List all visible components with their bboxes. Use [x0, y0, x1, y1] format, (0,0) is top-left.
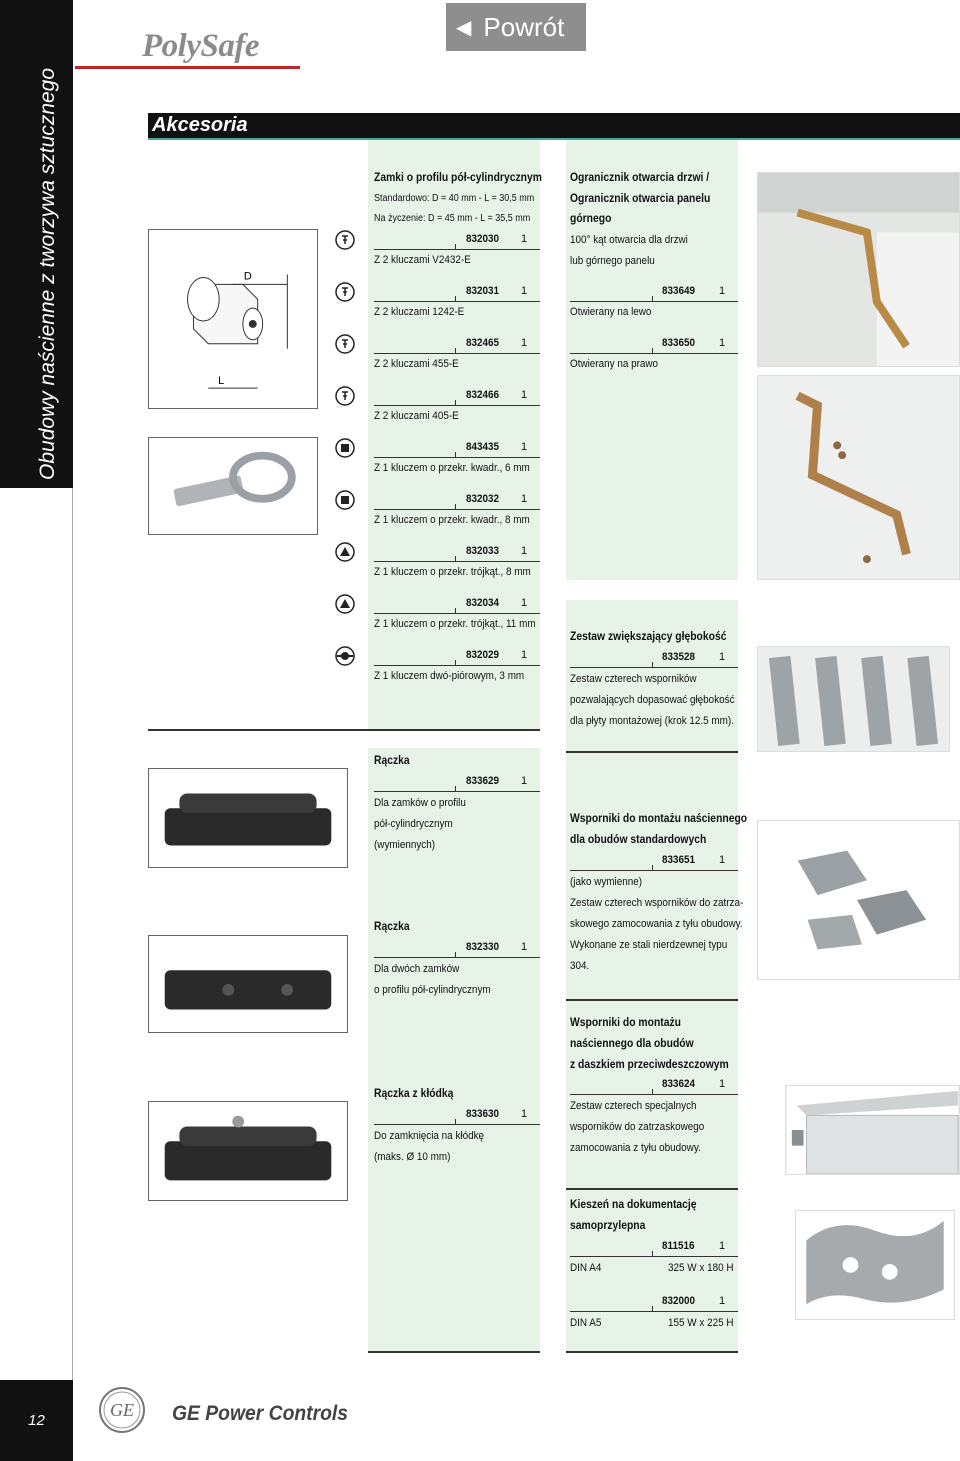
pocket-title-2: samoprzylepna — [570, 1220, 646, 1232]
roof-title-3: z daszkiem przeciwdeszczowym — [570, 1059, 729, 1071]
row-tick — [455, 452, 456, 457]
row-rule — [374, 509, 540, 510]
row-tick — [455, 660, 456, 665]
product-code: 833651 — [662, 854, 696, 866]
pocket-format: DIN A5 — [570, 1317, 602, 1329]
brackets-line-5: 304. — [570, 960, 590, 972]
page-number: 12 — [0, 1380, 73, 1461]
polysafe-logo: PolySafe — [142, 28, 259, 64]
lock-desc: Z 1 kluczem o przekr. trójkąt., 11 mm — [374, 618, 536, 630]
product-code: 833624 — [662, 1078, 696, 1090]
handle-1-line-1: Dla zamków o profilu — [374, 797, 466, 809]
handle-3-line-2: (maks. Ø 10 mm) — [374, 1151, 451, 1163]
depth-line-2: pozwalających dopasować głębokość — [570, 694, 735, 706]
diagram-label-l: L — [218, 375, 225, 388]
brackets-line-1: (jako wymienne) — [570, 876, 643, 888]
enclosure-roof-photo — [785, 1085, 960, 1175]
document-pocket-photo — [795, 1210, 955, 1320]
row-rule — [374, 957, 540, 958]
door-limiter-photo — [757, 172, 960, 367]
locks-on-request: Na życzenie: D = 45 mm - L = 35,5 mm — [374, 213, 531, 224]
quantity: 1 — [719, 854, 726, 866]
handle-1-title: Rączka — [374, 755, 410, 767]
wall-brackets-photo — [757, 820, 960, 980]
product-code: 832000 — [662, 1295, 696, 1307]
lock-desc: Z 2 kluczami 455-E — [374, 358, 459, 370]
quantity: 1 — [521, 337, 528, 349]
roof-title-1: Wsporniki do montażu — [570, 1017, 681, 1029]
quantity: 1 — [719, 1078, 726, 1090]
product-code: 833650 — [662, 337, 696, 349]
pocket-size: 325 W x 180 H — [668, 1262, 734, 1274]
handle-photo — [148, 768, 348, 868]
product-code: 832330 — [466, 941, 500, 953]
quantity: 1 — [719, 1295, 726, 1307]
row-tick — [652, 1089, 653, 1094]
product-code: 832030 — [466, 233, 500, 245]
row-tick — [455, 244, 456, 249]
product-code: 832032 — [466, 493, 500, 505]
section-separator — [566, 751, 738, 753]
pocket-size: 155 W x 225 H — [668, 1317, 734, 1329]
row-tick — [652, 1306, 653, 1311]
lock-key-profile-icon — [335, 386, 355, 406]
square-key-icon — [335, 490, 355, 510]
triangle-key-icon — [335, 542, 355, 562]
row-rule — [374, 561, 540, 562]
quantity: 1 — [719, 651, 726, 663]
product-code: 833649 — [662, 285, 696, 297]
triangle-key-icon — [335, 594, 355, 614]
section-separator — [566, 999, 738, 1001]
depth-line-1: Zestaw czterech wsporników — [570, 673, 697, 685]
brackets-line-4: Wykonane ze stali nierdzewnej typu — [570, 939, 728, 951]
row-tick — [455, 1119, 456, 1124]
row-tick — [455, 504, 456, 509]
product-code: 833630 — [466, 1108, 500, 1120]
handle-1-line-3: (wymiennych) — [374, 839, 436, 851]
lock-desc: Z 2 kluczami 1242-E — [374, 306, 465, 318]
back-button[interactable] — [446, 3, 586, 51]
row-tick — [652, 662, 653, 667]
lock-desc: Z 2 kluczami 405-E — [374, 410, 459, 422]
footer-brand: GE Power Controls — [172, 1402, 349, 1425]
lock-key-profile-icon — [335, 334, 355, 354]
quantity: 1 — [719, 1240, 726, 1252]
ge-monogram-logo — [98, 1386, 146, 1434]
limiter-title-3: górnego — [570, 213, 612, 225]
row-rule — [570, 1094, 738, 1095]
row-rule — [374, 613, 540, 614]
depth-line-3: dla płyty montażowej (krok 12.5 mm). — [570, 715, 734, 727]
row-tick — [455, 786, 456, 791]
row-rule — [374, 301, 540, 302]
product-code: 832465 — [466, 337, 500, 349]
product-code: 832029 — [466, 649, 500, 661]
quantity: 1 — [521, 775, 528, 787]
row-rule — [374, 457, 540, 458]
section-separator — [148, 729, 540, 731]
side-band — [0, 0, 73, 488]
quantity: 1 — [521, 941, 528, 953]
lock-cylinder-diagram — [148, 229, 318, 409]
lock-key-profile-icon — [335, 282, 355, 302]
row-rule — [570, 667, 738, 668]
section-separator — [566, 1351, 738, 1353]
limiter-desc-1: 100° kąt otwarcia dla drzwi — [570, 234, 688, 246]
back-button-label: Powrót — [483, 11, 565, 42]
quantity: 1 — [521, 1108, 528, 1120]
lock-desc: Z 2 kluczami V2432-E — [374, 254, 471, 266]
row-rule — [570, 353, 738, 354]
limiter-arm-photo — [757, 375, 960, 580]
product-code: 832033 — [466, 545, 500, 557]
row-tick — [455, 952, 456, 957]
handle-2-line-2: o profilu pół-cylindrycznym — [374, 984, 491, 996]
lock-desc: Z 1 kluczem o przekr. trójkąt., 8 mm — [374, 566, 531, 578]
roof-line-3: zamocowania z tyłu obudowy. — [570, 1142, 701, 1154]
brackets-title-1: Wsporniki do montażu naściennego — [570, 813, 748, 825]
row-rule — [570, 1256, 738, 1257]
row-rule — [570, 1311, 738, 1312]
quantity: 1 — [521, 493, 528, 505]
quantity: 1 — [521, 545, 528, 557]
quantity: 1 — [521, 597, 528, 609]
quantity: 1 — [521, 233, 528, 245]
pocket-format: DIN A4 — [570, 1262, 602, 1274]
diagram-label-d: D — [243, 270, 252, 283]
quantity: 1 — [521, 649, 528, 661]
handle-3-title: Rączka z kłódką — [374, 1088, 454, 1100]
handle-1-line-2: pół-cylindrycznym — [374, 818, 453, 830]
brackets-title-2: dla obudów standardowych — [570, 834, 707, 846]
row-tick — [455, 556, 456, 561]
side-band-bottom — [0, 488, 73, 1461]
row-tick — [652, 1251, 653, 1256]
accessories-shade — [566, 600, 738, 1351]
locks-title: Zamki o profilu pół-cylindrycznym — [374, 172, 542, 184]
section-separator — [368, 1351, 540, 1353]
logo-underline — [75, 66, 300, 69]
quantity: 1 — [521, 389, 528, 401]
double-bit-key-icon — [335, 646, 355, 666]
product-code: 833629 — [466, 775, 500, 787]
product-code: 832466 — [466, 389, 500, 401]
locks-standard: Standardowo: D = 40 mm - L = 30,5 mm — [374, 193, 535, 204]
row-tick — [652, 865, 653, 870]
quantity: 1 — [719, 285, 726, 297]
section-header — [148, 113, 960, 138]
row-rule — [374, 665, 540, 666]
product-code: 843435 — [466, 441, 500, 453]
row-tick — [455, 348, 456, 353]
back-arrow-icon: ◀ — [456, 16, 472, 39]
limiter-title-1: Ogranicznik otwarcia drzwi / — [570, 172, 710, 184]
row-tick — [652, 348, 653, 353]
key-photo — [148, 437, 318, 535]
row-rule — [374, 405, 540, 406]
row-tick — [455, 400, 456, 405]
lock-key-profile-icon — [335, 230, 355, 250]
limiter-desc: Otwierany na lewo — [570, 306, 652, 318]
vertical-title: Obudowy naścienne z tworzywa sztucznego — [36, 67, 59, 480]
row-rule — [374, 791, 540, 792]
row-rule — [374, 353, 540, 354]
locks-shade — [368, 140, 540, 730]
section-separator — [566, 1188, 738, 1190]
row-rule — [374, 1124, 540, 1125]
row-rule — [570, 870, 738, 871]
handle-padlock-photo — [148, 1101, 348, 1201]
roof-line-2: wsporników do zatrzaskowego — [570, 1121, 705, 1133]
quantity: 1 — [521, 285, 528, 297]
limiter-desc: Otwierany na prawo — [570, 358, 659, 370]
row-rule — [374, 249, 540, 250]
product-code: 832034 — [466, 597, 500, 609]
quantity: 1 — [521, 441, 528, 453]
product-code: 832031 — [466, 285, 500, 297]
roof-title-2: naściennego dla obudów — [570, 1038, 694, 1050]
lock-desc: Z 1 kluczem dwó-piórowym, 3 mm — [374, 670, 525, 682]
row-tick — [652, 296, 653, 301]
handle-double-lock-photo — [148, 935, 348, 1033]
row-tick — [455, 296, 456, 301]
brackets-line-2: Zestaw czterech wsporników do zatrza- — [570, 897, 744, 909]
product-code: 833528 — [662, 651, 696, 663]
section-underline — [148, 138, 960, 140]
depth-title: Zestaw zwiększający głębokość — [570, 631, 727, 643]
limiter-title-2: Ogranicznik otwarcia panelu — [570, 193, 711, 205]
handle-2-title: Rączka — [374, 921, 410, 933]
row-tick — [455, 608, 456, 613]
product-code: 811516 — [662, 1240, 695, 1252]
section-title: Akcesoria — [152, 114, 248, 136]
svg-text:GE: GE — [110, 1400, 134, 1420]
limiter-desc-2: lub górnego panelu — [570, 255, 655, 267]
depth-brackets-photo — [757, 646, 950, 752]
row-rule — [570, 301, 738, 302]
brackets-line-3: skowego zamocowania z tyłu obudowy. — [570, 918, 743, 930]
lock-desc: Z 1 kluczem o przekr. kwadr., 6 mm — [374, 462, 530, 474]
handle-2-line-1: Dla dwóch zamków — [374, 963, 460, 975]
roof-line-1: Zestaw czterech specjalnych — [570, 1100, 697, 1112]
lock-desc: Z 1 kluczem o przekr. kwadr., 8 mm — [374, 514, 530, 526]
square-key-icon — [335, 438, 355, 458]
quantity: 1 — [719, 337, 726, 349]
handle-3-line-1: Do zamknięcia na kłódkę — [374, 1130, 485, 1142]
pocket-title-1: Kieszeń na dokumentację — [570, 1199, 697, 1211]
